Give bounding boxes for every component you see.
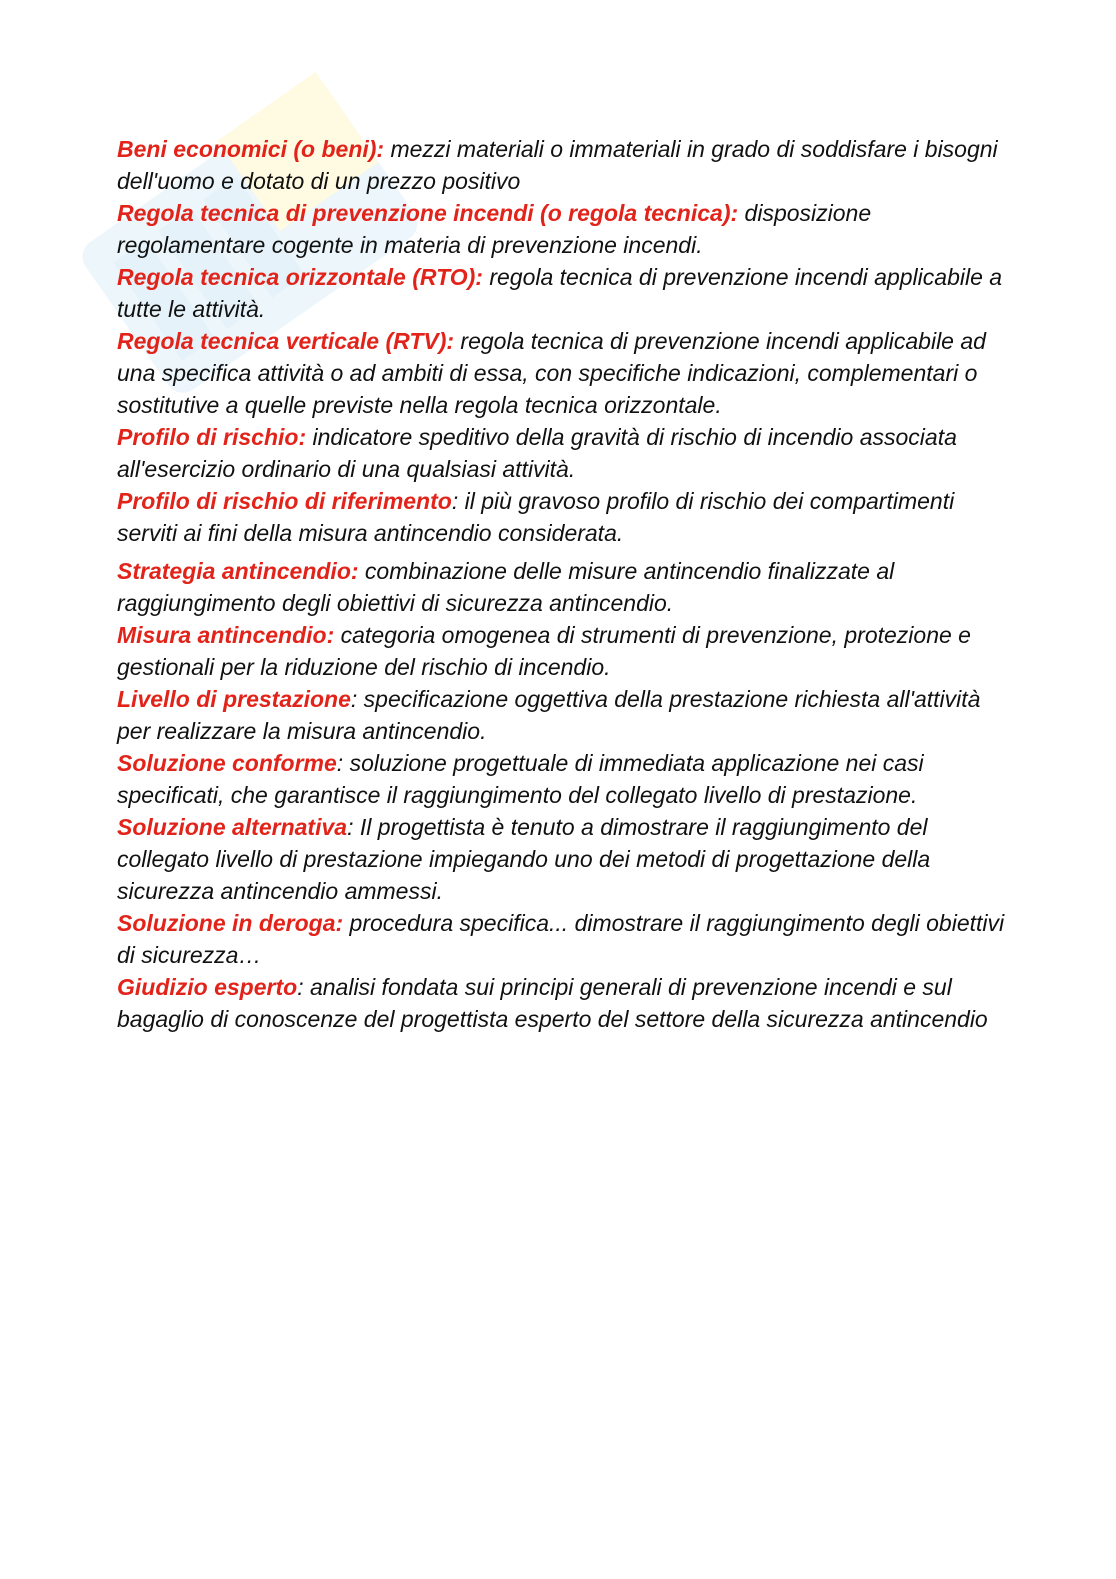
glossary-definition: indicatore speditivo della gravità di rischio di incendio associata all'esercizio ordinario di una qualsiasi attività. <box>117 424 957 482</box>
glossary-term: Strategia antincendio: <box>117 558 359 584</box>
glossary-section <box>117 133 1007 1035</box>
glossary-entry-regola-tecnica <box>117 197 1007 261</box>
glossary-definition: : il più gravoso profilo di rischio dei compartimenti serviti ai fini della misura antincendio considerata. <box>117 488 955 546</box>
glossary-definition: : soluzione progettuale di immediata applicazione nei casi specificati, che garantisce il raggiungimento del collegato livello di prestazione. <box>117 750 924 808</box>
glossary-entry-profilo-rischio <box>117 421 1007 485</box>
glossary-term: Beni economici (o beni): <box>117 136 385 162</box>
glossary-term: Livello di prestazione <box>117 686 351 712</box>
glossary-definition: combinazione delle misure antincendio finalizzate al raggiungimento degli obiettivi di sicurezza antincendio. <box>117 558 895 616</box>
glossary-definition: regola tecnica di prevenzione incendi applicabile a tutte le attività. <box>117 264 1003 322</box>
glossary-definition: : analisi fondata sui principi generali di prevenzione incendi e sul bagaglio di conoscenze del progettista esperto del settore della sicurezza antincendio <box>117 974 988 1032</box>
glossary-definition: procedura specifica... dimostrare il raggiungimento degli obiettivi di sicurezza… <box>117 910 1005 968</box>
glossary-definition: disposizione regolamentare cogente in materia di prevenzione incendi. <box>117 200 872 258</box>
glossary-term: Giudizio esperto <box>117 974 298 1000</box>
glossary-entry-rto <box>117 261 1007 325</box>
glossary-entry-beni-economici <box>117 133 1007 197</box>
glossary-definition: regola tecnica di prevenzione incendi applicabile ad una specifica attività o ad ambiti di essa, con specifiche indicazioni, complementari o sostitutive a quelle previste nella regola tecnica orizzontale. <box>117 328 986 418</box>
glossary-entry-soluzione-alternativa <box>117 811 1007 907</box>
glossary-entry-strategia-antincendio <box>117 555 1007 619</box>
glossary-entry-giudizio-esperto <box>117 971 1007 1035</box>
glossary-term: Regola tecnica verticale (RTV): <box>117 328 455 354</box>
glossary-entry-rtv <box>117 325 1007 421</box>
glossary-term: Soluzione alternativa <box>117 814 348 840</box>
glossary-entry-soluzione-deroga <box>117 907 1007 971</box>
glossary-entry-profilo-rischio-riferimento <box>117 485 1007 549</box>
glossary-term: Profilo di rischio di riferimento <box>117 488 452 514</box>
glossary-entry-misura-antincendio <box>117 619 1007 683</box>
glossary-definition: mezzi materiali o immateriali in grado di soddisfare i bisogni dell'uomo e dotato di un prezzo positivo <box>117 136 998 194</box>
glossary-entry-livello-prestazione <box>117 683 1007 747</box>
glossary-term: Misura antincendio: <box>117 622 335 648</box>
glossary-definition: : Il progettista è tenuto a dimostrare il raggiungimento del collegato livello di prestazione impiegando uno dei metodi di progettazione della sicurezza antincendio ammessi. <box>117 814 931 904</box>
glossary-term: Soluzione conforme <box>117 750 337 776</box>
glossary-term: Regola tecnica di prevenzione incendi (o regola tecnica): <box>117 200 739 226</box>
glossary-definition: categoria omogenea di strumenti di prevenzione, protezione e gestionali per la riduzione del rischio di incendio. <box>117 622 971 680</box>
glossary-term: Regola tecnica orizzontale (RTO): <box>117 264 483 290</box>
glossary-term: Soluzione in deroga: <box>117 910 344 936</box>
glossary-entry-soluzione-conforme <box>117 747 1007 811</box>
glossary-term: Profilo di rischio: <box>117 424 307 450</box>
glossary-definition: : specificazione oggettiva della prestazione richiesta all'attività per realizzare la misura antincendio. <box>117 686 981 744</box>
